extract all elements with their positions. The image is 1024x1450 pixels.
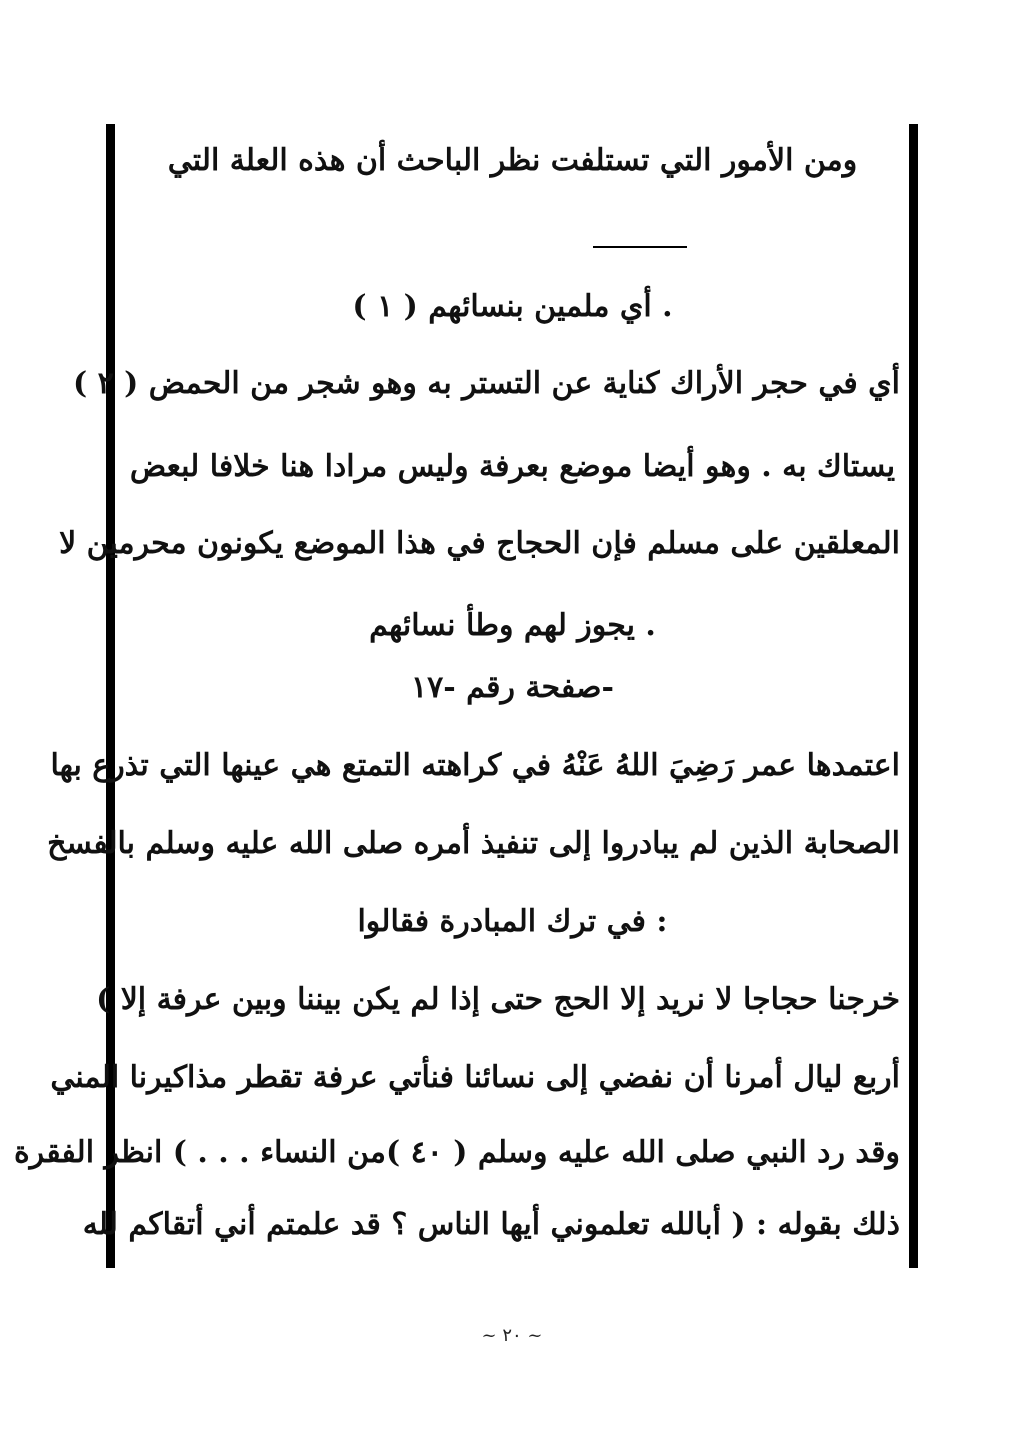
body-line-3: : في ترك المبادرة فقالوا bbox=[357, 904, 668, 939]
footnote-line-5: . يجوز لهم وطأ نسائهم bbox=[369, 608, 656, 643]
body-line-6: وقد رد النبي صلى الله عليه وسلم ( ٤٠ )من النساء . . . ) انظر الفقرة bbox=[13, 1135, 900, 1170]
page-marker: -صفحة رقم -١٧ bbox=[411, 670, 614, 705]
footnote-line-3: يستاك به . وهو أيضا موضع بعرفة وليس مرادا هنا خلافا لبعض bbox=[129, 449, 896, 484]
footnote-separator bbox=[593, 246, 687, 248]
body-line-7: ذلك بقوله : ( أبالله تعلموني أيها الناس ؟ قد علمتم أني أتقاكم لله bbox=[82, 1207, 900, 1242]
footnote-line-1: . أي ملمين بنسائهم ( ١ ) bbox=[352, 289, 673, 324]
footnote-line-2: أي في حجر الأراك كناية عن التستر به وهو شجر من الحمض ( ٢ ) bbox=[72, 366, 900, 401]
page-number: ~ ٢٠ ~ bbox=[481, 1325, 543, 1346]
right-border-bar bbox=[909, 124, 918, 1268]
footnote-line-4: المعلقين على مسلم فإن الحجاج في هذا الموضع يكونون محرمين لا bbox=[59, 526, 900, 561]
body-line-2: الصحابة الذين لم يبادروا إلى تنفيذ أمره صلى الله عليه وسلم بالفسخ bbox=[47, 826, 900, 861]
body-line-5: أربع ليال أمرنا أن نفضي إلى نسائنا فنأتي عرفة تقطر مذاكيرنا المني bbox=[50, 1060, 900, 1095]
body-line-4: خرجنا حجاجا لا نريد إلا الحج حتى إذا لم يكن بيننا وبين عرفة إلا ) bbox=[96, 982, 900, 1017]
paragraph-line-1: ومن الأمور التي تستلفت نظر الباحث أن هذه العلة التي bbox=[167, 143, 858, 178]
page-content bbox=[13, 0, 900, 1450]
body-line-1: اعتمدها عمر رَضِيَ اللهُ عَنْهُ في كراهته التمتع هي عينها التي تذرع بها bbox=[50, 748, 900, 783]
